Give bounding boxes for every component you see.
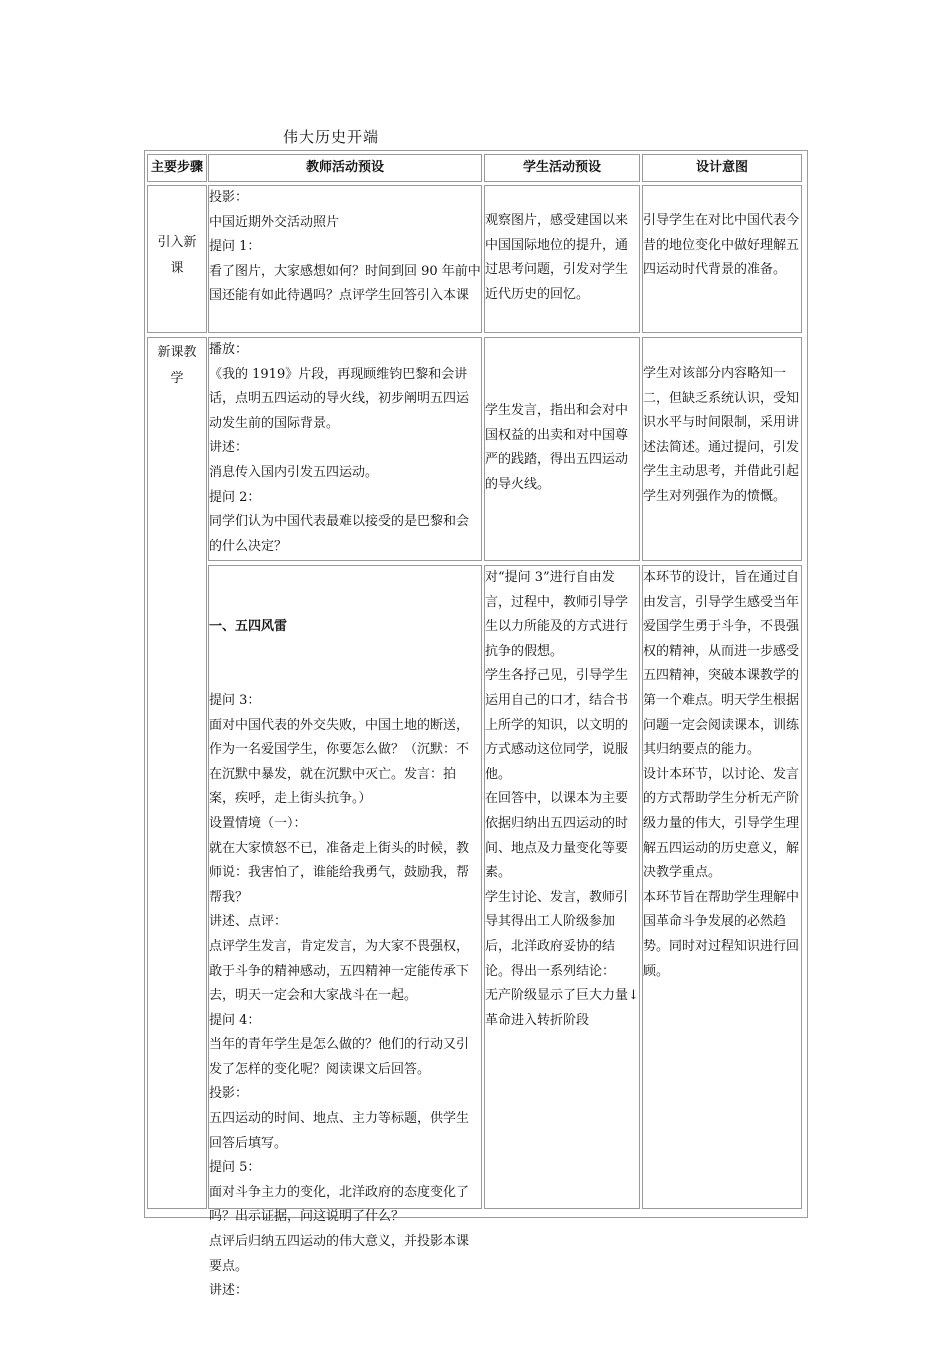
row1-teacher: 投影： 中国近期外交活动照片 提问 1： 看了图片，大家感想如何？时间到回 90 年前中国还能有如此待遇吗？点评学生回答引入本课 bbox=[208, 185, 482, 333]
row3-teacher-text: 提问 3： 面对中国代表的外交失败，中国土地的断送，作为一名爱国学生，你要怎么做？（沉默：不在沉默中暴发，就在沉默中灭亡。发言：拍案，疾呼，走上街头抗争。） 设置情境（一）： 就在大家愤怒不已，准备走上街头的时候，教师说：我害怕了，谁能给我勇气，鼓励我，帮帮我？ 讲述、点评： 点评学生发言，肯定发言，为大家不畏强权，敢于斗争的精神感动，五四精神一定能传承下去，明天一定会和大家战斗在一起。 提问 4： 当年的青年学生是怎么做的？他们的行动又引发了怎样的变化呢？阅读课文后回答。 投影： 五四运动的时间、地点、主力等标题，供学生回答后填写。 提问 5： 面对斗争主力的变化，北洋政府的态度变化了吗？出示证据，问这说明了什么？ 点评后归纳五四运动的伟大意义，并投影本课要点。 讲述： bbox=[209, 692, 470, 1299]
row2-teacher: 播放： 《我的 1919》片段，再现顾维钧巴黎和会讲话，点明五四运动的导火线，初步阐明五四运动发生前的国际背景。 讲述： 消息传入国内引发五四运动。 提问 2： 同学们认为中国代表最难以接受的是巴黎和会的什么决定？ bbox=[208, 337, 482, 561]
row2-design: 学生对该部分内容略知一二，但缺乏系统认识，受知识水平与时间限制，采用讲述法简述。通过提问，引发学生主动思考，并借此引起学生对列强作为的愤慨。 bbox=[642, 337, 802, 561]
row1-design: 引导学生在对比中国代表今昔的地位变化中做好理解五四运动时代背景的准备。 bbox=[642, 185, 802, 333]
row2-step: 新课教学 bbox=[147, 337, 207, 1209]
row3-design: 本环节的设计，旨在通过自由发言，引导学生感受当年爱国学生勇于斗争，不畏强权的精神，从而进一步感受五四精神，突破本课教学的第一个难点。明天学生根据问题一定会阅读课本，训练其归纳要点的能力。 设计本环节，以讨论、发言的方式帮助学生分析无产阶级力量的伟大，引导学生理解五四运动的历史意义，解决教学重点。 本环节旨在帮助学生理解中国革命斗争发展的必然趋势。同时对过程知识进行回顾。 bbox=[642, 565, 802, 1209]
header-student: 学生活动预设 bbox=[484, 154, 640, 182]
lesson-plan-table bbox=[144, 150, 808, 1299]
document-title: 伟大历史开端 bbox=[283, 128, 380, 146]
header-teacher: 教师活动预设 bbox=[208, 154, 482, 182]
section-heading: 一、五四风雷 bbox=[209, 619, 288, 635]
header-step: 主要步骤 bbox=[147, 154, 207, 182]
row2-student: 学生发言，指出和会对中国权益的出卖和对中国尊严的践踏，得出五四运动的导火线。 bbox=[484, 337, 640, 561]
row3-teacher bbox=[208, 565, 482, 1299]
row1-student: 观察图片，感受建国以来中国国际地位的提升，通过思考问题，引发对学生近代历史的回忆。 bbox=[484, 185, 640, 333]
row3-student: 对“提问 3”进行自由发言，过程中，教师引导学生以力所能及的方式进行抗争的假想。 学生各抒己见，引导学生运用自己的口才，结合书上所学的知识，以文明的方式感动这位同学，说服他。 在回答中，以课本为主要依据归纳出五四运动的时间、地点及力量变化等要素。 学生讨论、发言，教师引导其得出工人阶级参加后，北洋政府妥协的结论。得出一系列结论： 无产阶级显示了巨大力量↓ 革命进入转折阶段 bbox=[484, 565, 640, 1209]
header-design: 设计意图 bbox=[642, 154, 802, 182]
row1-step: 引入新课 bbox=[147, 185, 207, 333]
